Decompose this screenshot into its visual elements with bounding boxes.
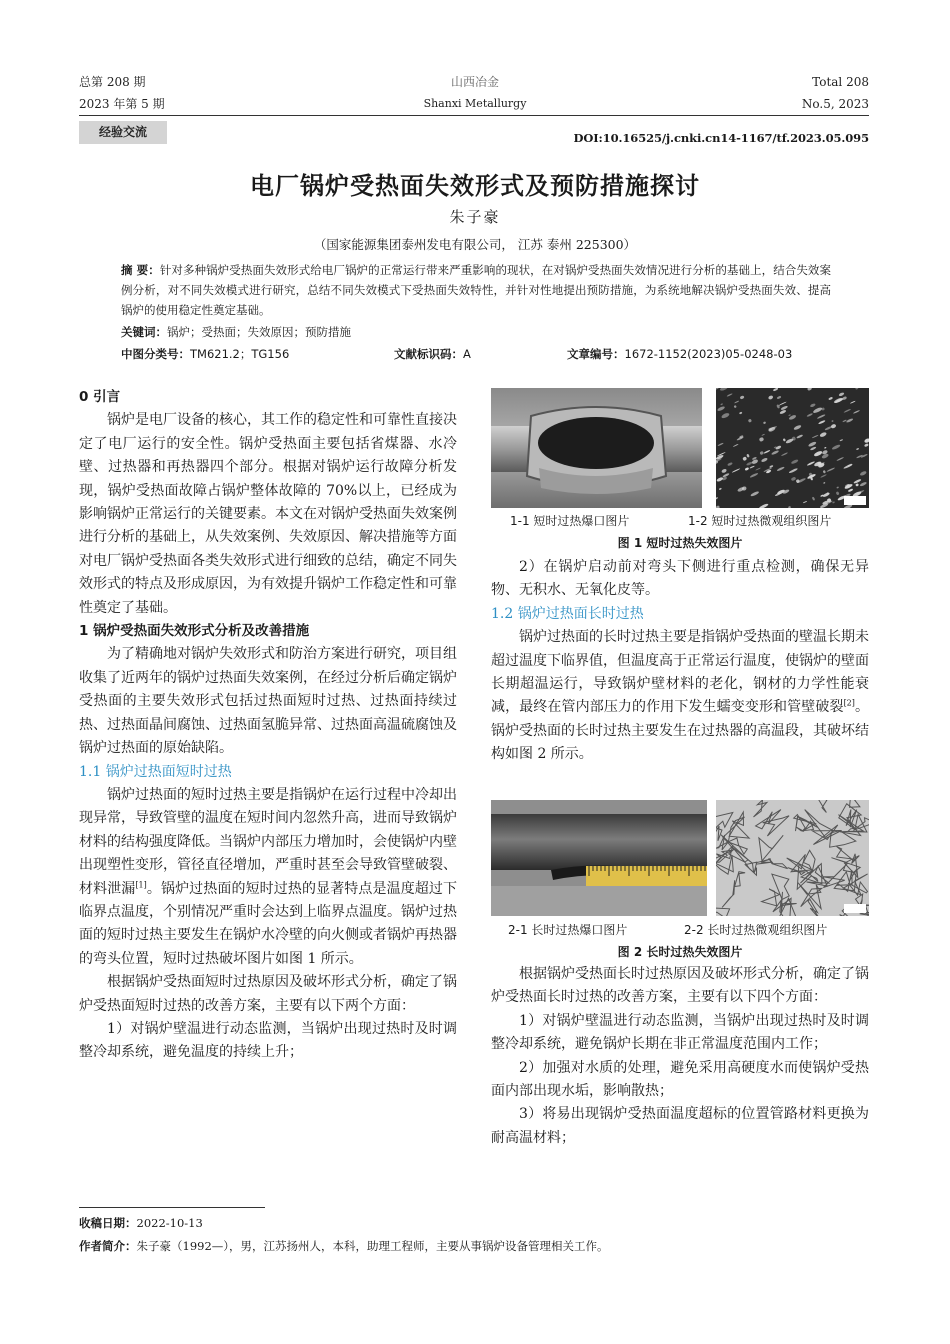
header-issue-total: 总第 208 期: [79, 75, 146, 89]
doi[interactable]: DOI:10.16525/j.cnki.cn14-1167/tf.2023.05.095: [573, 131, 869, 145]
figure-2-2-microstructure-photo: [716, 800, 869, 916]
section-1-1-paragraph-3: 1）对锅炉壁温进行动态监测，当锅炉出现过热时及时调整冷却系统，避免温度的持续上升；: [79, 1020, 457, 1061]
footnote-rule: [79, 1207, 265, 1208]
section-1-2-paragraph: 锅炉过热面的长时过热主要是指锅炉受热面的壁温长期未超过温度下临界值，但温度高于正常运行温度，使锅炉的壁面长期超温运行，导致锅炉壁材料的老化，钢材的力学性能衰减，最终在管内部压力的作用下发生蠕变变形和管壁破裂[2]。锅炉受热面的长时过热主要发生在过热器的高温段，其破坏结构如图 2 所示。: [491, 629, 870, 763]
doc-code: 文献标识码：A: [394, 347, 471, 361]
section-1-1-paragraph-1: 锅炉过热面的短时过热主要是指锅炉在运行过程中冷却出现异常，导致管壁的温度在短时间内忽然升高，进而导致锅炉材料的结构强度降低。当锅炉内部压力增加时，会使锅炉内壁出现塑性变形，管径直径增加，严重时甚至会导致管壁破裂、材料泄漏[1]。锅炉过热面的短时过热的显著特点是温度超过下临界点温度，个别情况严重时会达到上临界点温度。锅炉过热面的短时过热主要发生在锅炉水冷壁的向火侧或者锅炉再热器的弯头位置，短时过热破坏图片如图 1 所示。: [79, 786, 458, 967]
citation-1[interactable]: [1]: [135, 879, 147, 889]
figure-2-1-rupture-photo: [491, 800, 707, 916]
section-1-heading: 1 锅炉受热面失效形式分析及改善措施: [79, 623, 310, 640]
keywords: [121, 324, 351, 340]
right-paragraph-1: 2）在锅炉启动前对弯头下侧进行重点检测，确保无异物、无积水、无氧化皮等。: [491, 559, 869, 599]
article-number: 文章编号：1672-1152(2023)05-0248-03: [567, 347, 793, 361]
section-0-heading: 0 引言: [79, 389, 121, 405]
right-paragraph-4: 2）加强对水质的处理，避免采用高硬度水而使锅炉受热面内部出现水垢，影响散热；: [491, 1059, 869, 1100]
left-column: [79, 386, 457, 1065]
header-rule: [79, 115, 869, 116]
abstract-label: 摘 要：: [121, 263, 160, 277]
header-number-en: No.5, 2023: [801, 97, 869, 111]
figure-2-2-caption: 2-2 长时过热微观组织图片: [684, 923, 828, 937]
figure-1-1-rupture-photo: [491, 388, 702, 508]
figure-1-title: 图 1 短时过热失效图片: [617, 536, 743, 550]
section-1-1-paragraph-2: 根据锅炉受热面短时过热原因及破坏形式分析，确定了锅炉受热面短时过热的改善方案，主要有以下两个方面：: [79, 974, 457, 1014]
figure-2-title: 图 2 长时过热失效图片: [617, 945, 743, 959]
header-total-en: Total 208: [812, 75, 869, 89]
citation-2[interactable]: [2]: [843, 698, 855, 708]
right-paragraph-5: 3）将易出现锅炉受热面温度超标的位置管路材料更换为耐高温材料；: [491, 1106, 869, 1146]
right-column-lower: [491, 963, 869, 1150]
figure-2-1-caption: 2-1 长时过热爆口图片: [508, 923, 628, 937]
abstract: [121, 260, 831, 320]
keywords-text: 锅炉；受热面；失效原因；预防措施: [167, 325, 351, 339]
figure-1-2-microstructure-photo: [716, 388, 869, 508]
figure-1-1-caption: 1-1 短时过热爆口图片: [510, 514, 630, 528]
section-tag: 经验交流: [79, 121, 167, 144]
right-paragraph-2: 根据锅炉受热面长时过热原因及破坏形式分析，确定了锅炉受热面长时过热的改善方案，主要有以下四个方面：: [491, 966, 869, 1006]
paper-title: 电厂锅炉受热面失效形式及预防措施探讨: [250, 172, 700, 200]
right-paragraph-3: 1）对锅炉壁温进行动态监测，当锅炉出现过热时及时调整冷却系统，避免锅炉长期在非正常温度范围内工作；: [491, 1012, 869, 1053]
section-1-2-heading: 1.2 锅炉过热面长时过热: [491, 605, 644, 622]
figure-1-2-caption: 1-2 短时过热微观组织图片: [688, 514, 832, 528]
section-1-1-heading: 1.1 锅炉过热面短时过热: [79, 763, 232, 780]
right-column-upper: [491, 556, 869, 767]
header-journal-cn: 山西冶金: [450, 75, 499, 89]
section-1-paragraph: 为了精确地对锅炉失效形式和防治方案进行研究，项目组收集了近两年的锅炉过热面失效案例，在经过分析后确定锅炉受热面的主要失效形式包括过热面短时过热、过热面持续过热、过热面晶间腐蚀、过热面氢脆异常、过热面高温硫腐蚀及锅炉过热面的原始缺陷。: [79, 646, 457, 757]
clc-code: 中图分类号：TM621.2；TG156: [121, 347, 290, 361]
abstract-text: 针对多种锅炉受热面失效形式给电厂锅炉的正常运行带来严重影响的现状，在对锅炉受热面失效情况进行分析的基础上，结合失效案例分析，对不同失效模式进行研究，总结不同失效模式下受热面失效特性，并针对性地提出预防措施，为系统地解决锅炉受热面失效、提高锅炉的使用稳定性奠定基础。: [121, 263, 831, 317]
header-issue-year: 2023 年第 5 期: [79, 97, 165, 111]
received-date: 收稿日期：2022-10-13: [79, 1216, 203, 1230]
keywords-label: 关键词：: [121, 325, 167, 339]
author-bio: 作者简介：朱子豪（1992—），男，江苏扬州人，本科，助理工程师，主要从事锅炉设备管理相关工作。: [79, 1239, 609, 1253]
affiliation: （国家能源集团泰州发电有限公司， 江苏 泰州 225300）: [313, 237, 637, 252]
header-journal-en: Shanxi Metallurgy: [423, 97, 527, 110]
author: 朱子豪: [449, 208, 501, 226]
section-0-paragraph: 锅炉是电厂设备的核心，其工作的稳定性和可靠性直接决定了电厂运行的安全性。锅炉受热面主要包括省煤器、水冷壁、过热器和再热器四个部分。根据对锅炉运行故障分析发现，锅炉受热面故障占锅炉整体故障的 70%以上，已经成为影响锅炉正常运行的关键要素。本文在对锅炉受热面失效案例进行分析的基础上，从失效案例、失效原因、解决措施等方面对电厂锅炉受热面各类失效形式进行细致的总结，确定不同失效形式的特点及形成原因，为有效提升锅炉工作稳定性和可靠性奠定了基础。: [79, 412, 457, 616]
